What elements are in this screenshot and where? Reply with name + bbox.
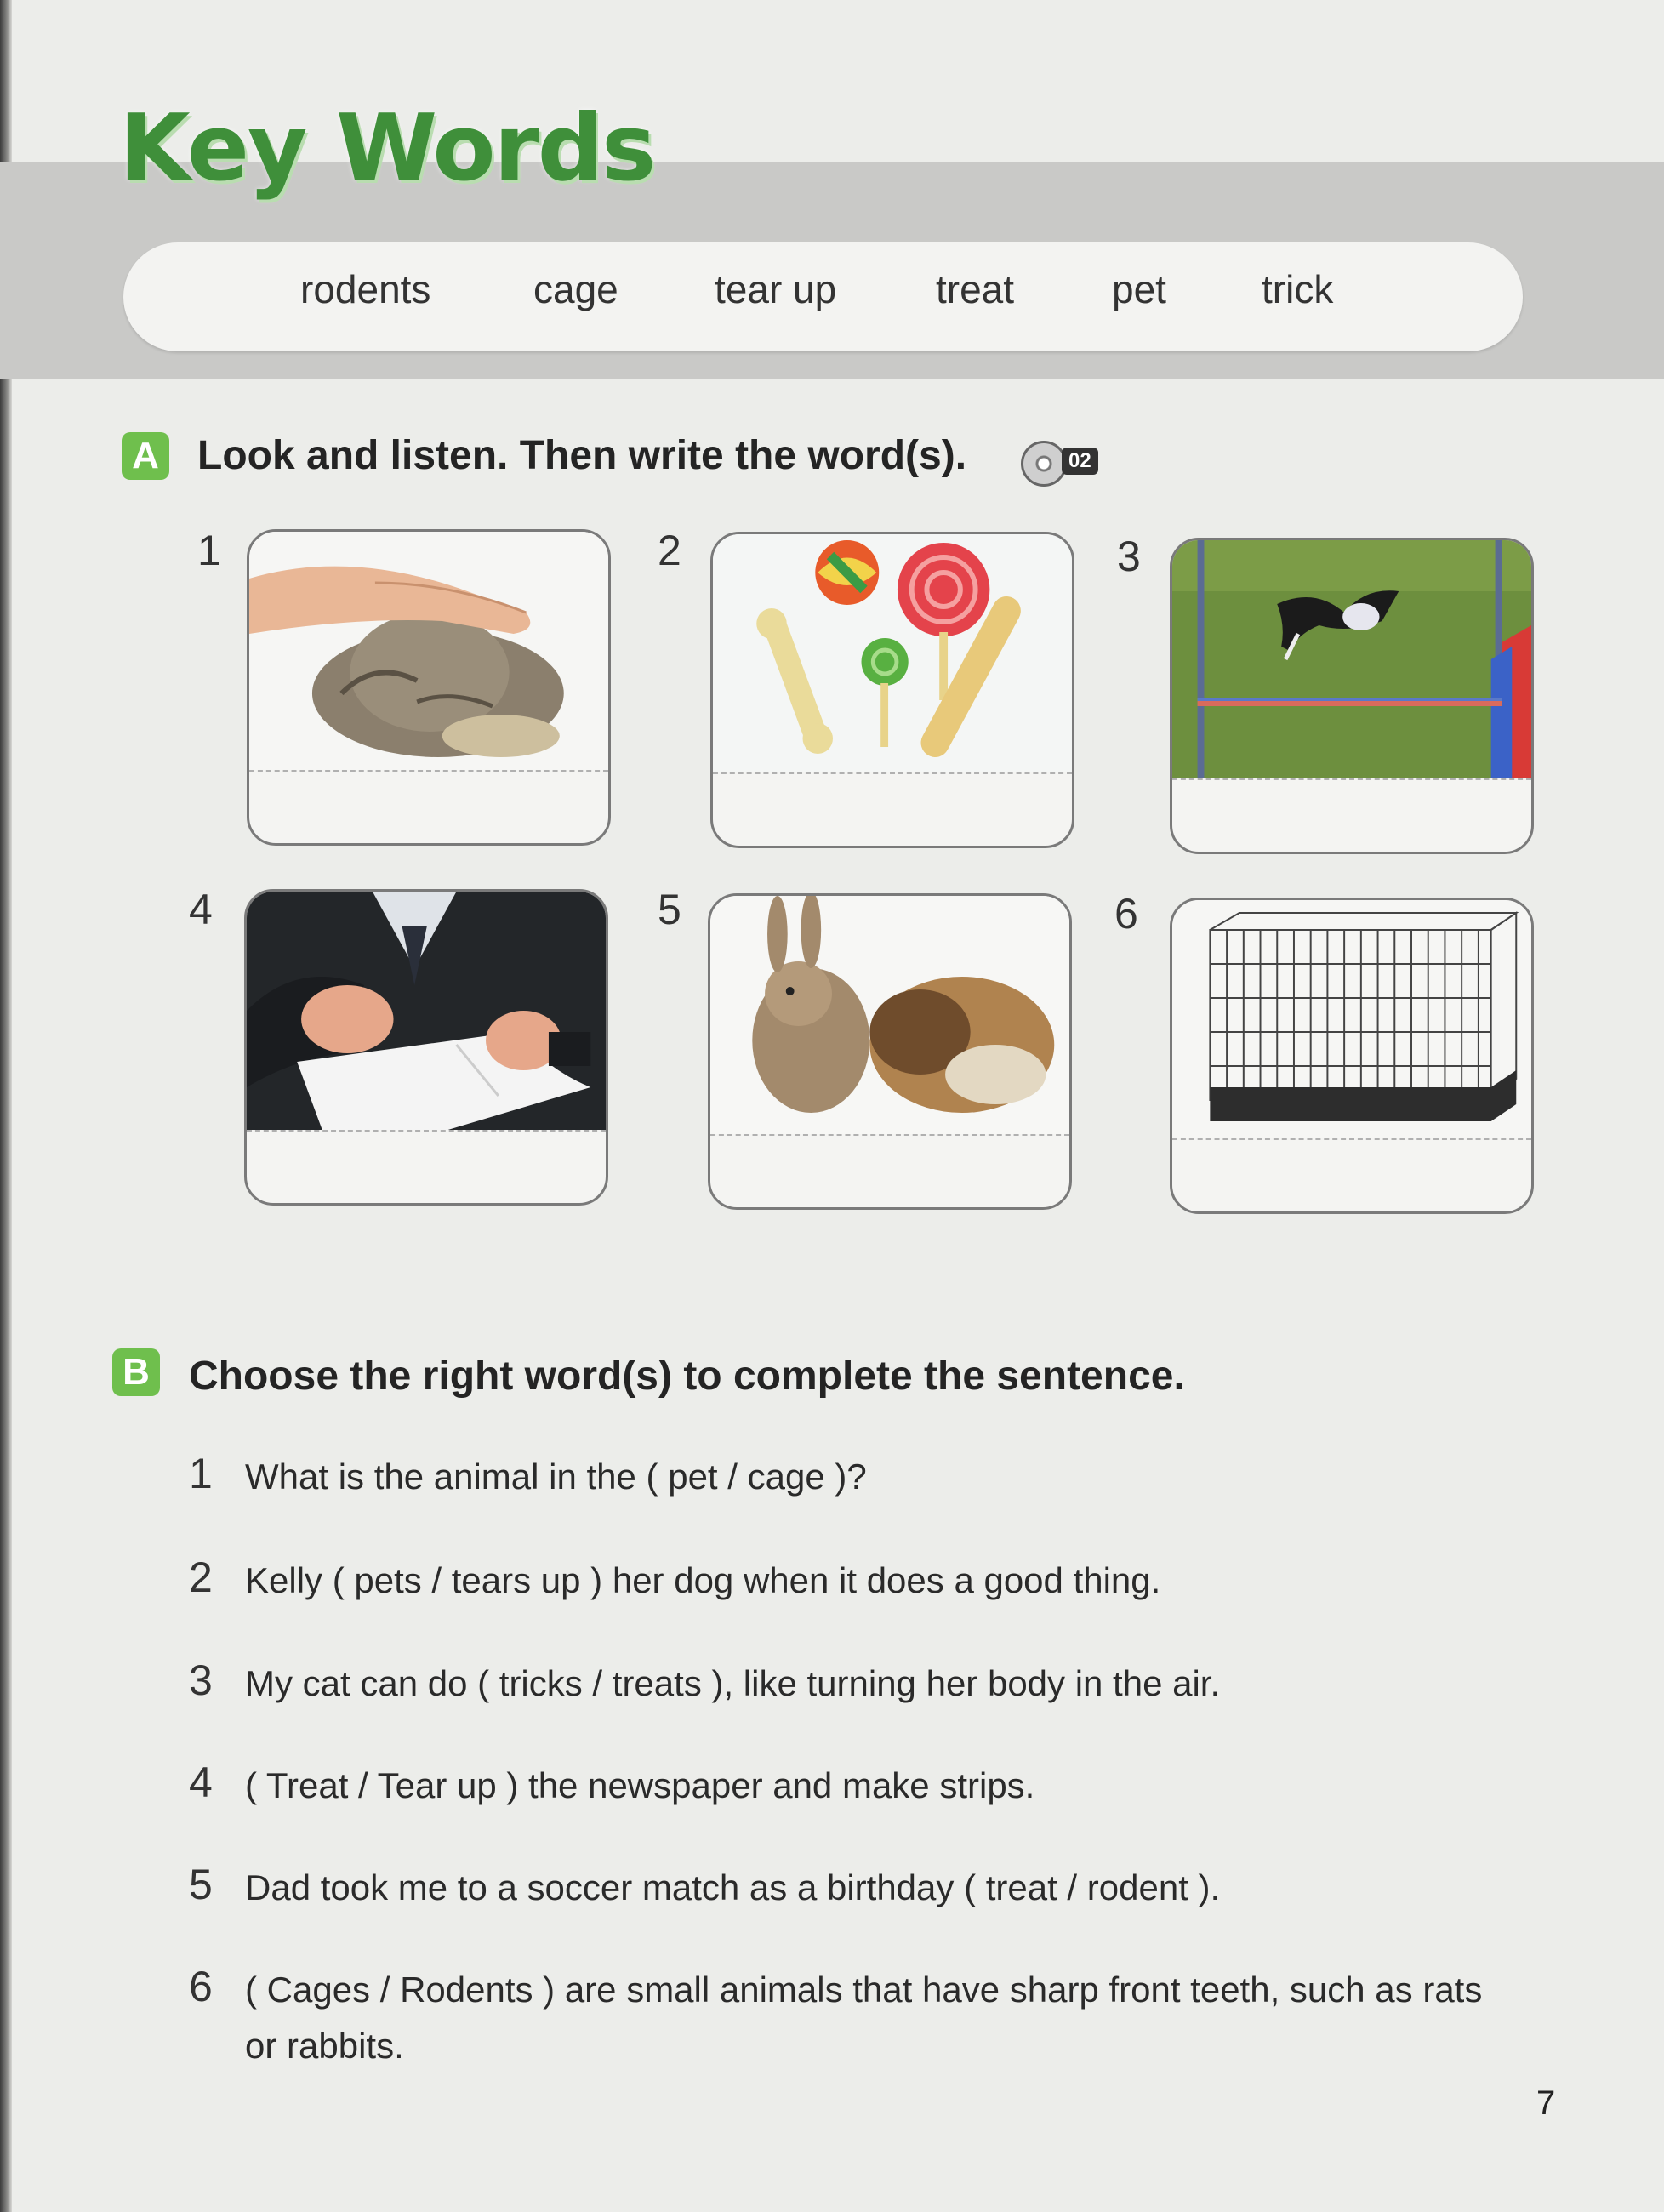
item-5-answer-line: [710, 1134, 1069, 1136]
question-2-text: Kelly ( pets / tears up ) her dog when it does a good thing.: [245, 1560, 1161, 1600]
item-3-card: [1170, 538, 1534, 854]
dog-treats-image: [713, 534, 1072, 772]
item-6-number: 6: [1114, 890, 1138, 938]
item-6-answer-line: [1172, 1138, 1531, 1140]
audio-track-number: 02: [1062, 448, 1098, 475]
cat-being-petted-image: [249, 532, 608, 770]
item-5-card: [708, 893, 1072, 1210]
item-6-answer-input[interactable]: [1189, 1151, 1516, 1195]
question-1-number: 1: [189, 1450, 213, 1497]
item-2-answer-line: [713, 772, 1072, 774]
question-4-number: 4: [189, 1759, 213, 1806]
question-5-text: Dad took me to a soccer match as a birthday ( treat / rodent ).: [245, 1867, 1221, 1907]
rodents-image: [710, 896, 1069, 1134]
item-2-card: [710, 532, 1074, 848]
key-word-cage: cage: [533, 267, 618, 311]
item-5-answer-input[interactable]: [727, 1147, 1054, 1191]
question-3-number: 3: [189, 1656, 213, 1704]
item-5-number: 5: [658, 886, 681, 933]
section-a-instruction: Look and listen. Then write the word(s).: [197, 433, 967, 478]
item-2-answer-input[interactable]: [730, 785, 1057, 830]
section-b-instruction: Choose the right word(s) to complete the sentence.: [189, 1354, 1185, 1399]
page-number: 7: [1536, 2084, 1556, 2122]
key-word-pet: pet: [1112, 267, 1166, 311]
cage-image: [1172, 900, 1531, 1138]
item-3-number: 3: [1117, 533, 1141, 580]
item-1-card: [247, 529, 611, 846]
item-1-answer-line: [249, 770, 608, 772]
question-3-text: My cat can do ( tricks / treats ), like turning her body in the air.: [245, 1663, 1221, 1703]
key-words-box: [123, 242, 1523, 351]
question-6-text: ( Cages / Rodents ) are small animals that have sharp front teeth, such as rats or rabbits.: [245, 1970, 1483, 2066]
item-4-answer-line: [247, 1130, 606, 1132]
tearing-paper-image: [247, 892, 606, 1130]
item-6-card: [1170, 898, 1534, 1214]
item-4-answer-input[interactable]: [264, 1143, 590, 1187]
question-4-text: ( Treat / Tear up ) the newspaper and make strips.: [245, 1765, 1035, 1805]
item-3-answer-input[interactable]: [1189, 791, 1516, 835]
key-word-tear-up: tear up: [715, 267, 837, 311]
question-1-text: What is the animal in the ( pet / cage )?: [245, 1457, 867, 1497]
section-a-badge: A: [122, 432, 169, 480]
item-4-card: [244, 889, 608, 1206]
key-word-rodents: rodents: [300, 267, 431, 311]
dog-jumping-image: [1172, 540, 1531, 778]
page-title: Key Words: [119, 95, 655, 202]
question-2-number: 2: [189, 1554, 213, 1601]
section-b-badge: B: [112, 1348, 160, 1396]
item-1-answer-input[interactable]: [266, 783, 593, 827]
audio-cd-icon[interactable]: [1021, 441, 1067, 487]
question-6-number: 6: [189, 1963, 213, 2010]
item-2-number: 2: [658, 527, 681, 574]
item-4-number: 4: [189, 886, 213, 933]
key-word-treat: treat: [936, 267, 1015, 311]
item-1-number: 1: [197, 527, 221, 574]
key-word-trick: trick: [1262, 267, 1334, 311]
item-3-answer-line: [1172, 778, 1531, 780]
question-5-number: 5: [189, 1861, 213, 1908]
